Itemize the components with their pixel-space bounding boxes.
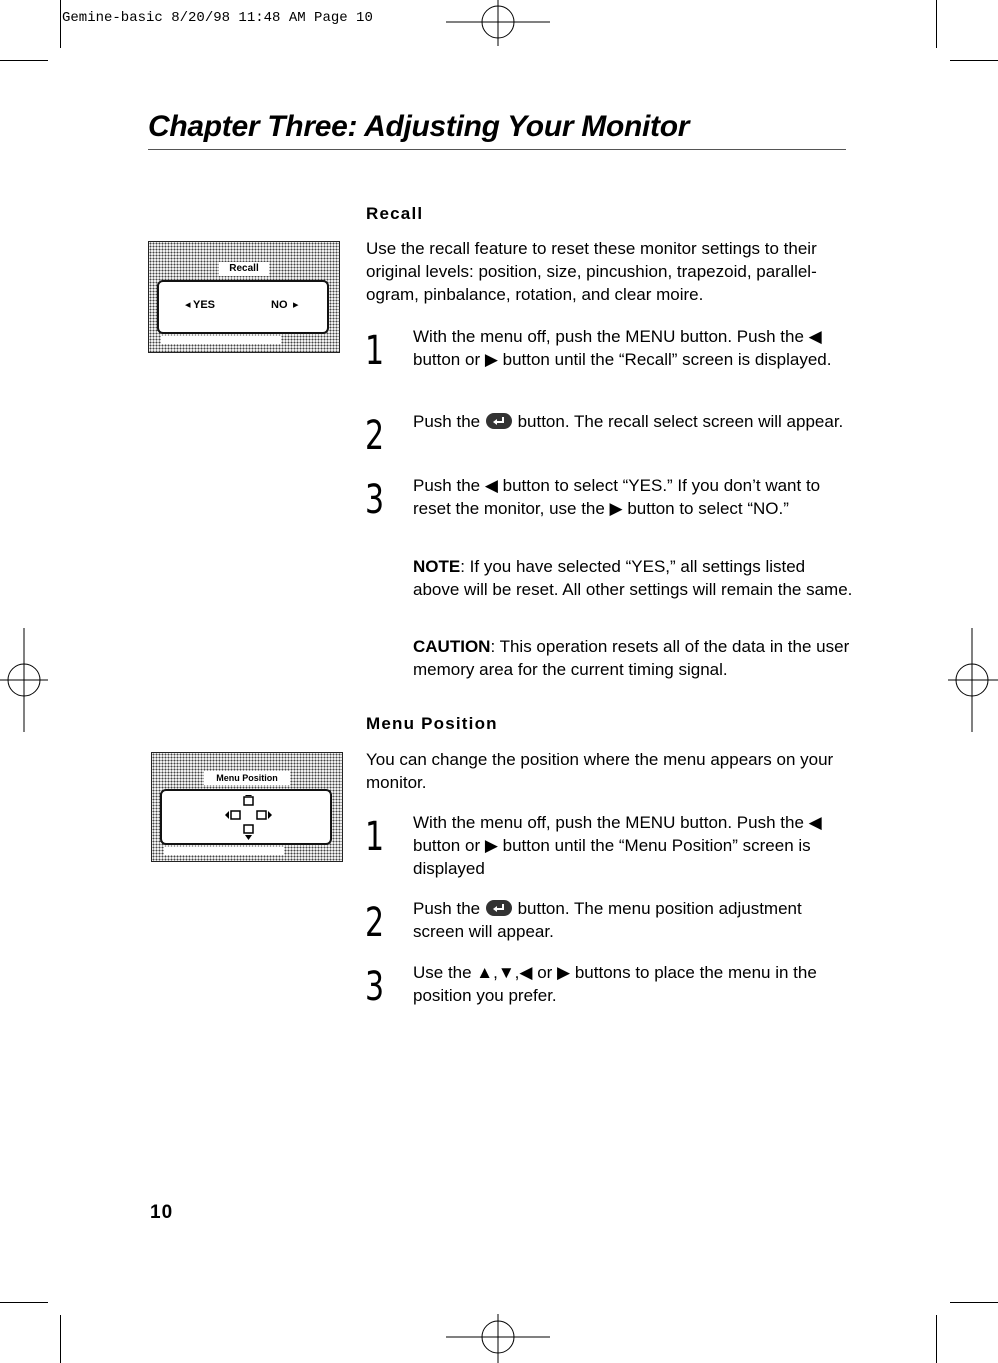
recall-screen-footer — [161, 336, 281, 344]
caution-text: : This operation resets all of the data in the user memory area for the current timing signal. — [413, 637, 850, 679]
enter-button-icon — [485, 412, 513, 430]
menu-position-step-2-text-before: Push the — [413, 899, 481, 918]
printer-slug: Gemine-basic 8/20/98 11:48 AM Page 10 — [62, 10, 373, 26]
registration-mark-icon — [0, 628, 48, 732]
menu-position-screen-illustration — [151, 752, 343, 862]
position-arrows-icon — [224, 795, 274, 841]
recall-screen-title: Recall — [219, 262, 269, 276]
menu-position-step-2-text-after: button. The menu position adjustment screen will appear. — [413, 899, 802, 941]
recall-screen-illustration — [148, 241, 340, 353]
caution-label: CAUTION — [413, 637, 491, 656]
registration-mark-icon — [446, 1312, 550, 1363]
menu-position-step-3-number: 3 — [365, 964, 385, 1010]
menu-position-step-1-number: 1 — [365, 814, 385, 860]
recall-step-2-text-after: button. The recall select screen will appear. — [517, 412, 844, 431]
menu-position-step-2-number: 2 — [365, 900, 385, 946]
menu-position-step-2-text — [413, 897, 853, 943]
recall-screen-panel — [157, 280, 329, 334]
registration-mark-icon — [948, 628, 998, 732]
recall-step-1-number: 1 — [365, 328, 385, 374]
recall-caution — [413, 635, 853, 681]
recall-heading: Recall — [366, 204, 424, 223]
note-text: : If you have selected “YES,” all settings listed above will be reset. All other settings will remain the same. — [413, 557, 853, 599]
recall-step-2-text — [413, 410, 853, 433]
menu-position-step-1-text: With the menu off, push the MENU button. Push the ◀ button or ▶ button until the “Menu Position” screen is displayed — [413, 813, 822, 878]
recall-step-3-text: Push the ◀ button to select “YES.” If you don’t want to reset the monitor, use the ▶ button to select “NO.” — [413, 476, 821, 518]
menu-position-heading: Menu Position — [366, 714, 498, 733]
note-label: NOTE — [413, 557, 461, 576]
registration-mark-icon — [446, 0, 550, 48]
menu-position-screen-title: Menu Position — [204, 771, 290, 785]
recall-intro: Use the recall feature to reset these monitor settings to their original levels: position, size, pincushion, trapezoid, parallel-ogram, pinbalance, rotation, and clear moire. — [366, 239, 817, 304]
menu-position-intro: You can change the position where the menu appears on your monitor. — [366, 750, 834, 792]
chapter-rule — [148, 149, 846, 150]
recall-note — [413, 555, 853, 601]
enter-button-icon — [485, 899, 513, 917]
right-arrow-icon: ▸ — [293, 299, 299, 311]
chapter-title: Chapter Three: Adjusting Your Monitor — [148, 110, 690, 143]
left-arrow-icon: ◂ — [185, 299, 191, 311]
recall-step-1-text: With the menu off, push the MENU button. Push the ◀ button or ▶ button until the “Recall” screen is displayed. — [413, 327, 832, 369]
page-number: 10 — [150, 1202, 174, 1223]
recall-screen-yes: YES — [193, 299, 216, 311]
recall-step-2-text-before: Push the — [413, 412, 481, 431]
menu-position-screen-panel — [160, 789, 332, 845]
menu-position-step-3-text: Use the ▲,▼,◀ or ▶ buttons to place the menu in the position you prefer. — [413, 963, 817, 1005]
menu-position-screen-footer — [164, 847, 284, 855]
recall-step-2-number: 2 — [365, 413, 385, 459]
recall-step-3-number: 3 — [365, 477, 385, 523]
recall-screen-no: NO — [271, 299, 288, 311]
